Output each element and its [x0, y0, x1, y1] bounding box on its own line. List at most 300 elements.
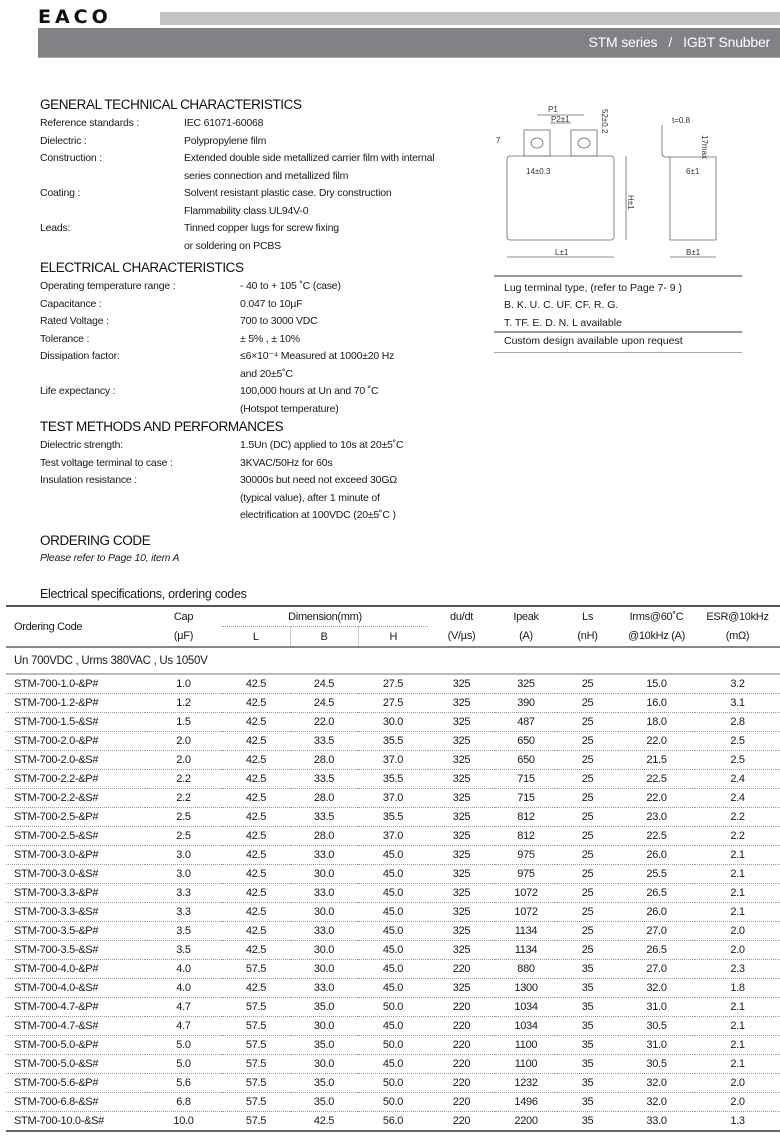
cell-width: 33.0 — [290, 884, 358, 903]
cell-ipeak: 1232 — [495, 1074, 557, 1093]
spec-label: Coating : — [40, 187, 81, 199]
cell-ordering-code: STM-700-3.0-&S# — [6, 865, 145, 884]
cell-ls: 25 — [557, 884, 618, 903]
cell-length: 42.5 — [222, 732, 290, 751]
cell-irms: 30.5 — [618, 1017, 695, 1036]
cell-dudt: 325 — [428, 865, 495, 884]
cell-dudt: 325 — [428, 884, 495, 903]
cell-length: 42.5 — [222, 713, 290, 732]
cell-esr: 2.1 — [695, 998, 780, 1017]
col-esr: ESR@10kHz — [695, 606, 780, 627]
lug-types-1: B. K. U. C. UF. CF. R. G. — [504, 299, 619, 311]
cell-height: 30.0 — [358, 713, 428, 732]
spec-value: - 40 to + 105 ˚C (case) — [240, 280, 341, 292]
cell-ipeak: 390 — [495, 694, 557, 713]
label-17max: 17max — [700, 135, 709, 160]
cell-esr: 2.0 — [695, 941, 780, 960]
cell-length: 42.5 — [222, 903, 290, 922]
spec-label: Tolerance : — [40, 332, 90, 345]
cell-ordering-code: STM-700-4.7-&S# — [6, 1017, 145, 1036]
table-row — [6, 789, 780, 808]
cell-length: 42.5 — [222, 941, 290, 960]
spec-value: 0.047 to 10µF — [240, 297, 303, 310]
cell-ordering-code: STM-700-2.0-&P# — [6, 732, 145, 751]
cell-height: 37.0 — [358, 789, 428, 808]
col-l: L — [222, 627, 290, 648]
cell-height: 56.0 — [358, 1112, 428, 1132]
cell-ipeak: 1134 — [495, 922, 557, 941]
col-ls: Ls — [557, 606, 618, 627]
spec-table — [6, 605, 780, 1132]
table-title: Electrical specifications, ordering codes — [40, 587, 247, 601]
cell-irms: 30.5 — [618, 1055, 695, 1074]
ordering-note: Please refer to Page 10, item A — [40, 552, 180, 564]
label-t: t=0.8 — [672, 116, 691, 125]
cell-dudt: 220 — [428, 960, 495, 979]
cell-cap: 2.0 — [145, 751, 222, 770]
cell-width: 33.0 — [290, 922, 358, 941]
header-band — [38, 28, 780, 58]
cell-height: 50.0 — [358, 1036, 428, 1055]
col-cap: Cap — [145, 606, 222, 627]
cell-width: 33.0 — [290, 979, 358, 998]
cell-irms: 26.5 — [618, 884, 695, 903]
cell-irms: 31.0 — [618, 1036, 695, 1055]
col-dudt-unit: (V/µs) — [428, 627, 495, 648]
cell-dudt: 220 — [428, 1017, 495, 1036]
cell-ls: 25 — [557, 694, 618, 713]
cell-height: 45.0 — [358, 941, 428, 960]
cell-width: 35.0 — [290, 1074, 358, 1093]
label-6: 6±1 — [686, 167, 700, 176]
cell-cap: 3.0 — [145, 846, 222, 865]
lug-left — [524, 130, 550, 156]
spec-label: Rated Voltage : — [40, 315, 109, 327]
cell-width: 28.0 — [290, 827, 358, 846]
cell-ipeak: 1496 — [495, 1093, 557, 1112]
label-p2: P2±1 — [551, 115, 570, 124]
spec-label: Dielectric strength: — [40, 439, 123, 451]
cell-height: 45.0 — [358, 884, 428, 903]
cell-height: 35.5 — [358, 808, 428, 827]
table-row — [6, 998, 780, 1017]
cell-width: 22.0 — [290, 713, 358, 732]
spec-value: 100,000 hours at Un and 70 ˚C — [240, 385, 379, 397]
cell-width: 35.0 — [290, 998, 358, 1017]
cell-ipeak: 1100 — [495, 1036, 557, 1055]
col-ordering-code: Ordering Code — [6, 606, 145, 647]
cell-esr: 2.0 — [695, 922, 780, 941]
cell-ls: 25 — [557, 922, 618, 941]
front-body — [507, 156, 614, 240]
cell-esr: 2.0 — [695, 1093, 780, 1112]
cell-width: 30.0 — [290, 903, 358, 922]
spec-value: electrification at 100VDC (20±5˚C ) — [240, 509, 396, 521]
cell-length: 57.5 — [222, 960, 290, 979]
cell-dudt: 220 — [428, 1036, 495, 1055]
cell-dudt: 220 — [428, 998, 495, 1017]
cell-dudt: 220 — [428, 1093, 495, 1112]
cell-ls: 35 — [557, 1055, 618, 1074]
cell-irms: 18.0 — [618, 713, 695, 732]
cell-cap: 5.0 — [145, 1055, 222, 1074]
table-row — [6, 979, 780, 998]
cell-cap: 3.5 — [145, 941, 222, 960]
cell-cap: 10.0 — [145, 1112, 222, 1132]
cell-length: 42.5 — [222, 808, 290, 827]
cell-irms: 33.0 — [618, 1112, 695, 1132]
cell-length: 42.5 — [222, 865, 290, 884]
cell-ls: 35 — [557, 1093, 618, 1112]
cell-cap: 2.0 — [145, 732, 222, 751]
cell-height: 27.5 — [358, 694, 428, 713]
cell-cap: 2.2 — [145, 770, 222, 789]
cell-dudt: 325 — [428, 903, 495, 922]
cell-length: 42.5 — [222, 694, 290, 713]
lug-types-2: T. TF. E. D. N. L available — [504, 317, 622, 329]
series-title: STM series / IGBT Snubber — [588, 34, 770, 50]
cell-cap: 1.2 — [145, 694, 222, 713]
divider — [494, 331, 742, 333]
cell-width: 30.0 — [290, 1017, 358, 1036]
cell-ipeak: 975 — [495, 865, 557, 884]
cell-esr: 2.3 — [695, 960, 780, 979]
table-row — [6, 827, 780, 846]
cell-ordering-code: STM-700-6.8-&S# — [6, 1093, 145, 1112]
table-row — [6, 922, 780, 941]
col-irms: Irms@60˚C — [618, 606, 695, 627]
cell-ipeak: 812 — [495, 827, 557, 846]
cell-height: 27.5 — [358, 674, 428, 694]
cell-ordering-code: STM-700-10.0-&S# — [6, 1112, 145, 1132]
label-b: B±1 — [686, 248, 701, 257]
cell-irms: 22.0 — [618, 732, 695, 751]
col-esr-unit: (mΩ) — [695, 627, 780, 648]
spec-value: Tinned copper lugs for screw fixing — [184, 222, 339, 234]
cell-cap: 6.8 — [145, 1093, 222, 1112]
cell-cap: 3.0 — [145, 865, 222, 884]
spec-value: Polypropylene film — [184, 134, 267, 147]
cell-length: 57.5 — [222, 1074, 290, 1093]
col-h: H — [358, 627, 428, 648]
cell-dudt: 325 — [428, 846, 495, 865]
spec-label: Life expectancy : — [40, 385, 116, 397]
label-7: 7 — [496, 136, 501, 145]
cell-ipeak: 812 — [495, 808, 557, 827]
cell-ipeak: 975 — [495, 846, 557, 865]
col-dudt: du/dt — [428, 606, 495, 627]
cell-esr: 2.8 — [695, 713, 780, 732]
cell-length: 42.5 — [222, 884, 290, 903]
cell-irms: 27.0 — [618, 960, 695, 979]
cell-cap: 2.2 — [145, 789, 222, 808]
electrical-heading: ELECTRICAL CHARACTERISTICS — [40, 260, 244, 275]
cell-dudt: 325 — [428, 674, 495, 694]
table-row — [6, 770, 780, 789]
cell-height: 45.0 — [358, 922, 428, 941]
cell-cap: 4.0 — [145, 979, 222, 998]
cell-width: 24.5 — [290, 694, 358, 713]
cell-dudt: 325 — [428, 808, 495, 827]
cell-esr: 2.2 — [695, 808, 780, 827]
cell-ordering-code: STM-700-3.5-&S# — [6, 941, 145, 960]
cell-dudt: 325 — [428, 694, 495, 713]
cell-esr: 2.4 — [695, 770, 780, 789]
divider — [494, 352, 742, 353]
cell-cap: 4.7 — [145, 998, 222, 1017]
cell-ls: 25 — [557, 808, 618, 827]
cell-height: 45.0 — [358, 979, 428, 998]
spec-label: Capacitance : — [40, 297, 102, 310]
cell-height: 45.0 — [358, 1017, 428, 1036]
cell-length: 42.5 — [222, 789, 290, 808]
table-row — [6, 1055, 780, 1074]
cell-esr: 3.1 — [695, 694, 780, 713]
test-heading: TEST METHODS AND PERFORMANCES — [40, 419, 284, 434]
cell-cap: 3.3 — [145, 884, 222, 903]
cell-esr: 2.2 — [695, 827, 780, 846]
cell-height: 50.0 — [358, 998, 428, 1017]
cell-ipeak: 1300 — [495, 979, 557, 998]
cell-irms: 27.0 — [618, 922, 695, 941]
cell-length: 42.5 — [222, 846, 290, 865]
general-heading: GENERAL TECHNICAL CHARACTERISTICS — [40, 97, 302, 112]
cell-dudt: 325 — [428, 713, 495, 732]
cell-ordering-code: STM-700-5.6-&P# — [6, 1074, 145, 1093]
cell-esr: 2.5 — [695, 751, 780, 770]
cell-ls: 25 — [557, 751, 618, 770]
cell-dudt: 325 — [428, 979, 495, 998]
label-14: 14±0.3 — [526, 167, 551, 176]
label-52: 52±0.2 — [600, 109, 609, 134]
cell-width: 35.0 — [290, 1036, 358, 1055]
cell-cap: 1.0 — [145, 674, 222, 694]
label-h: H±1 — [626, 195, 635, 210]
table-row — [6, 713, 780, 732]
spec-value: 700 to 3000 VDC — [240, 315, 318, 327]
cell-dudt: 220 — [428, 1074, 495, 1093]
cell-irms: 32.0 — [618, 1074, 695, 1093]
cell-dudt: 220 — [428, 1112, 495, 1132]
cell-ls: 25 — [557, 846, 618, 865]
cell-esr: 2.5 — [695, 732, 780, 751]
col-ipeak-unit: (A) — [495, 627, 557, 648]
spec-value: 30000s but need not exceed 30GΩ — [240, 474, 397, 486]
cell-cap: 4.7 — [145, 1017, 222, 1036]
cell-width: 24.5 — [290, 674, 358, 694]
cell-irms: 16.0 — [618, 694, 695, 713]
cell-ordering-code: STM-700-1.5-&S# — [6, 713, 145, 732]
cell-ls: 25 — [557, 865, 618, 884]
cell-width: 33.0 — [290, 846, 358, 865]
cell-height: 45.0 — [358, 960, 428, 979]
cell-dudt: 325 — [428, 789, 495, 808]
cell-cap: 5.6 — [145, 1074, 222, 1093]
table-row — [6, 808, 780, 827]
cell-ordering-code: STM-700-2.0-&S# — [6, 751, 145, 770]
cell-ls: 25 — [557, 713, 618, 732]
cell-ipeak: 1072 — [495, 884, 557, 903]
cell-esr: 2.1 — [695, 846, 780, 865]
header-light-bar — [160, 12, 780, 25]
table-row — [6, 1093, 780, 1112]
spec-value: IEC 61071-60068 — [184, 117, 264, 129]
spec-value: Extended double side metallized carrier film with internal — [184, 152, 435, 164]
ordering-heading: ORDERING CODE — [40, 533, 151, 548]
cell-cap: 1.5 — [145, 713, 222, 732]
table-row — [6, 865, 780, 884]
lug-right — [571, 130, 597, 156]
label-p1: P1 — [548, 105, 558, 114]
table-row — [6, 694, 780, 713]
cell-height: 45.0 — [358, 903, 428, 922]
cell-ordering-code: STM-700-2.5-&S# — [6, 827, 145, 846]
col-ls-unit: (nH) — [557, 627, 618, 648]
divider — [494, 275, 742, 277]
cell-ordering-code: STM-700-4.0-&S# — [6, 979, 145, 998]
cell-cap: 4.0 — [145, 960, 222, 979]
spec-value: or soldering on PCBS — [184, 239, 281, 252]
spec-value: and 20±5˚C — [240, 367, 293, 380]
spec-label: Construction : — [40, 152, 102, 164]
cell-length: 42.5 — [222, 827, 290, 846]
cell-ordering-code: STM-700-4.7-&P# — [6, 998, 145, 1017]
cell-ls: 35 — [557, 1112, 618, 1132]
cell-dudt: 325 — [428, 922, 495, 941]
cell-cap: 2.5 — [145, 827, 222, 846]
cell-irms: 25.5 — [618, 865, 695, 884]
cell-ls: 35 — [557, 960, 618, 979]
cell-ordering-code: STM-700-3.0-&P# — [6, 846, 145, 865]
cell-esr: 2.4 — [695, 789, 780, 808]
table-row — [6, 884, 780, 903]
cell-ls: 25 — [557, 903, 618, 922]
cell-esr: 2.1 — [695, 1017, 780, 1036]
cell-length: 57.5 — [222, 1036, 290, 1055]
spec-label: Dissipation factor: — [40, 350, 120, 362]
cell-esr: 2.1 — [695, 1036, 780, 1055]
table-row — [6, 1112, 780, 1132]
cell-irms: 22.5 — [618, 827, 695, 846]
cell-cap: 2.5 — [145, 808, 222, 827]
cell-ls: 35 — [557, 1036, 618, 1055]
cell-dudt: 325 — [428, 770, 495, 789]
cell-length: 57.5 — [222, 1055, 290, 1074]
cell-ipeak: 880 — [495, 960, 557, 979]
cell-width: 33.5 — [290, 770, 358, 789]
cell-dudt: 220 — [428, 1055, 495, 1074]
cell-ordering-code: STM-700-5.0-&S# — [6, 1055, 145, 1074]
cell-esr: 2.1 — [695, 903, 780, 922]
spec-value: (Hotspot temperature) — [240, 402, 339, 415]
cell-width: 30.0 — [290, 865, 358, 884]
spec-label: Dielectric : — [40, 134, 87, 147]
cell-height: 50.0 — [358, 1074, 428, 1093]
cell-ipeak: 650 — [495, 732, 557, 751]
cell-ls: 35 — [557, 1017, 618, 1036]
cell-width: 30.0 — [290, 960, 358, 979]
cell-ipeak: 715 — [495, 770, 557, 789]
col-irms-unit: @10kHz (A) — [618, 627, 695, 648]
cell-irms: 23.0 — [618, 808, 695, 827]
cell-esr: 2.1 — [695, 884, 780, 903]
cell-ipeak: 650 — [495, 751, 557, 770]
table-row — [6, 674, 780, 694]
cell-length: 57.5 — [222, 1112, 290, 1132]
label-l: L±1 — [555, 248, 569, 257]
table-row — [6, 903, 780, 922]
spec-value: 3KVAC/50Hz for 60s — [240, 456, 333, 469]
cell-ordering-code: STM-700-2.5-&P# — [6, 808, 145, 827]
spec-label: Leads: — [40, 222, 71, 234]
cell-esr: 2.1 — [695, 1055, 780, 1074]
cell-length: 57.5 — [222, 998, 290, 1017]
table-row — [6, 846, 780, 865]
spec-value: (typical value), after 1 minute of — [240, 491, 380, 504]
cell-ipeak: 1100 — [495, 1055, 557, 1074]
cell-irms: 32.0 — [618, 1093, 695, 1112]
cell-ls: 25 — [557, 674, 618, 694]
cell-ordering-code: STM-700-1.0-&P# — [6, 674, 145, 694]
table-row — [6, 1017, 780, 1036]
cell-esr: 2.0 — [695, 1074, 780, 1093]
spec-value: Solvent resistant plastic case. Dry construction — [184, 187, 392, 199]
cell-dudt: 325 — [428, 941, 495, 960]
cell-cap: 5.0 — [145, 1036, 222, 1055]
spec-label: Insulation resistance : — [40, 474, 137, 486]
cell-height: 50.0 — [358, 1093, 428, 1112]
cell-ipeak: 2200 — [495, 1112, 557, 1132]
cell-ordering-code: STM-700-5.0-&P# — [6, 1036, 145, 1055]
cell-irms: 22.0 — [618, 789, 695, 808]
cell-irms: 15.0 — [618, 674, 695, 694]
cell-length: 57.5 — [222, 1093, 290, 1112]
cell-cap: 3.3 — [145, 903, 222, 922]
group-row: Un 700VDC , Urms 380VAC , Us 1050V — [6, 647, 780, 674]
cell-ls: 35 — [557, 998, 618, 1017]
cell-irms: 32.0 — [618, 979, 695, 998]
cell-width: 35.0 — [290, 1093, 358, 1112]
cell-irms: 31.0 — [618, 998, 695, 1017]
cell-ls: 35 — [557, 979, 618, 998]
col-ipeak: Ipeak — [495, 606, 557, 627]
cell-irms: 21.5 — [618, 751, 695, 770]
col-b: B — [290, 627, 358, 648]
eaco-logo: EACO — [38, 6, 112, 28]
cell-dudt: 325 — [428, 827, 495, 846]
cell-irms: 26.0 — [618, 903, 695, 922]
cell-ordering-code: STM-700-1.2-&P# — [6, 694, 145, 713]
cell-ls: 35 — [557, 1074, 618, 1093]
table-row — [6, 732, 780, 751]
cell-esr: 1.8 — [695, 979, 780, 998]
cell-ipeak: 1072 — [495, 903, 557, 922]
cell-height: 37.0 — [358, 751, 428, 770]
cell-dudt: 325 — [428, 751, 495, 770]
cell-dudt: 325 — [428, 732, 495, 751]
cell-ipeak: 1034 — [495, 998, 557, 1017]
cell-ls: 25 — [557, 941, 618, 960]
cell-ls: 25 — [557, 827, 618, 846]
cell-ordering-code: STM-700-2.2-&S# — [6, 789, 145, 808]
lug-note: Lug terminal type, (refer to Page 7- 9 ) — [504, 282, 683, 294]
cell-ordering-code: STM-700-3.3-&P# — [6, 884, 145, 903]
cell-height: 35.5 — [358, 770, 428, 789]
cell-height: 45.0 — [358, 846, 428, 865]
cell-ipeak: 325 — [495, 674, 557, 694]
cell-width: 28.0 — [290, 751, 358, 770]
cell-ordering-code: STM-700-3.3-&S# — [6, 903, 145, 922]
